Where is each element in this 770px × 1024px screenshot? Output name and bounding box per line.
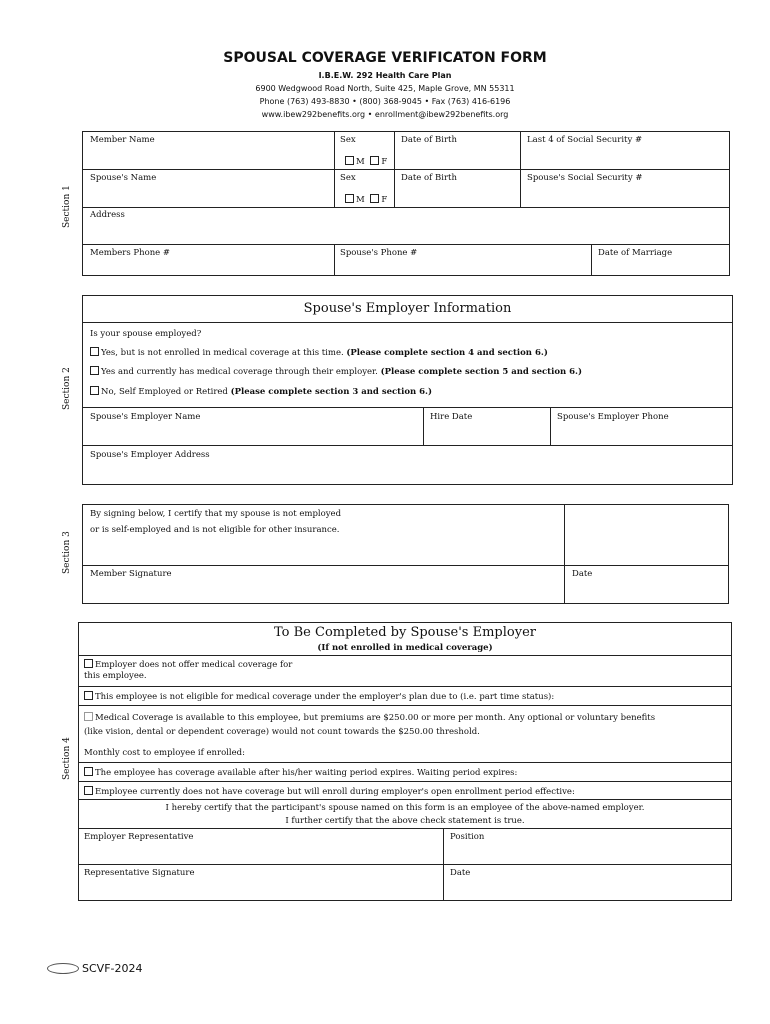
female-checkbox[interactable] (370, 156, 379, 165)
section-2-label: Section 2 (62, 367, 72, 410)
divider (78, 781, 732, 782)
divider (82, 244, 730, 245)
divider (591, 244, 592, 276)
plan-web: www.ibew292benefits.org • enrollment@ibew292benefits.org (261, 110, 509, 119)
employer-name-field[interactable]: Spouse's Employer Name (90, 412, 201, 422)
form-code: SCVF-2024 (82, 962, 143, 975)
divider (78, 705, 732, 706)
divider (82, 322, 733, 323)
spouse-name-field[interactable]: Spouse's Name (90, 173, 157, 183)
divider (78, 864, 732, 865)
waiting-period-option[interactable]: The employee has coverage available after his/her waiting period expires. Waiting period expires: (84, 767, 517, 778)
divider (82, 445, 733, 446)
certify-line-2: or is self-employed and is not eligible for other insurance. (90, 525, 340, 535)
section-3-date-field[interactable]: Date (572, 569, 593, 579)
employer-rep-field[interactable]: Employer Representative (84, 832, 194, 842)
spouse-dob-field[interactable]: Date of Birth (401, 173, 457, 183)
spouse-male-checkbox[interactable] (345, 194, 354, 203)
monthly-cost-field[interactable]: Monthly cost to employee if enrolled: (84, 748, 245, 758)
option-yes-not-enrolled[interactable]: Yes, but is not enrolled in medical coverage at this time. (Please complete section 4 and section 6.) (90, 347, 548, 358)
section-2-heading: Spouse's Employer Information (303, 301, 512, 316)
marriage-date-field[interactable]: Date of Marriage (598, 248, 673, 258)
option-yes-has-coverage[interactable]: Yes and currently has medical coverage through their employer. (Please complete section 5 and section 6.) (90, 366, 582, 377)
section-4-label: Section 4 (62, 737, 72, 780)
option-no-self-employed[interactable]: No, Self Employed or Retired (Please complete section 3 and section 6.) (90, 386, 432, 397)
divider (78, 828, 732, 829)
employer-certify-line-2: I further certify that the above check statement is true. (285, 816, 525, 826)
plan-phones: Phone (763) 493-8830 • (800) 368-9045 • Fax (763) 416-6196 (259, 97, 511, 106)
divider (82, 169, 730, 170)
divider (82, 565, 729, 566)
no-self-employed-checkbox[interactable] (90, 386, 99, 395)
employed-question: Is your spouse employed? (90, 329, 202, 339)
section-3-label: Section 3 (62, 531, 72, 574)
not-eligible-checkbox[interactable] (84, 691, 93, 700)
divider (82, 407, 733, 408)
hire-date-field[interactable]: Hire Date (430, 412, 473, 422)
divider (550, 407, 551, 445)
open-enrollment-checkbox[interactable] (84, 786, 93, 795)
section-4-subheading: (If not enrolled in medical coverage) (317, 643, 493, 653)
divider (82, 207, 730, 208)
plan-address: 6900 Wedgwood Road North, Suite 425, Maple Grove, MN 55311 (255, 84, 515, 93)
spouse-sex-options: M F (345, 194, 387, 205)
divider (394, 131, 395, 207)
divider (334, 244, 335, 276)
section-3-box (82, 504, 729, 604)
spouse-female-checkbox[interactable] (370, 194, 379, 203)
member-signature-field[interactable]: Member Signature (90, 569, 172, 579)
no-coverage-offered-checkbox[interactable] (84, 659, 93, 668)
premium-option-cont: (like vision, dental or dependent coverage) would not count towards the $250.00 threshold. (84, 727, 480, 737)
section-4-heading: To Be Completed by Spouse's Employer (274, 625, 536, 640)
divider (78, 799, 732, 800)
dob-field[interactable]: Date of Birth (401, 135, 457, 145)
waiting-period-checkbox[interactable] (84, 767, 93, 776)
member-name-field[interactable]: Member Name (90, 135, 155, 145)
divider (334, 131, 335, 207)
section-4-date-field[interactable]: Date (450, 868, 471, 878)
premium-option[interactable]: Medical Coverage is available to this employee, but premiums are $250.00 or more per month. Any optional or voluntary benefits (84, 712, 655, 723)
divider (78, 686, 732, 687)
male-checkbox[interactable] (345, 156, 354, 165)
divider (423, 407, 424, 445)
open-enrollment-option[interactable]: Employee currently does not have coverage but will enroll during employer's open enrollment period effective: (84, 786, 575, 797)
employer-address-field[interactable]: Spouse's Employer Address (90, 450, 210, 460)
not-eligible-option[interactable]: This employee is not eligible for medical coverage under the employer's plan due to (i.e. part time status): (84, 691, 554, 702)
union-logo (47, 963, 79, 974)
form-title: SPOUSAL COVERAGE VERIFICATON FORM (223, 50, 547, 66)
plan-name: I.B.E.W. 292 Health Care Plan (318, 71, 452, 80)
premium-checkbox[interactable] (84, 712, 93, 721)
divider (520, 131, 521, 207)
no-coverage-offered-cont: this employee. (84, 671, 147, 681)
divider (78, 762, 732, 763)
spouse-sex-label: Sex (340, 173, 356, 183)
certify-line-1: By signing below, I certify that my spouse is not employed (90, 509, 342, 519)
address-field[interactable]: Address (90, 210, 125, 220)
yes-has-coverage-checkbox[interactable] (90, 366, 99, 375)
yes-not-enrolled-checkbox[interactable] (90, 347, 99, 356)
divider (564, 504, 565, 604)
employer-phone-field[interactable]: Spouse's Employer Phone (557, 412, 669, 422)
no-coverage-offered-option[interactable]: Employer does not offer medical coverage for (84, 659, 292, 670)
position-field[interactable]: Position (450, 832, 485, 842)
divider (443, 828, 444, 901)
sex-options: M F (345, 156, 387, 167)
sex-label: Sex (340, 135, 356, 145)
spouse-ssn-field[interactable]: Spouse's Social Security # (527, 173, 643, 183)
member-phone-field[interactable]: Members Phone # (90, 248, 171, 258)
rep-signature-field[interactable]: Representative Signature (84, 868, 195, 878)
spouse-phone-field[interactable]: Spouse's Phone # (340, 248, 418, 258)
ssn-last4-field[interactable]: Last 4 of Social Security # (527, 135, 643, 145)
section-1-label: Section 1 (62, 185, 72, 228)
employer-certify-line-1: I hereby certify that the participant's spouse named on this form is an employee of the above-named employer. (165, 803, 645, 813)
divider (78, 655, 732, 656)
